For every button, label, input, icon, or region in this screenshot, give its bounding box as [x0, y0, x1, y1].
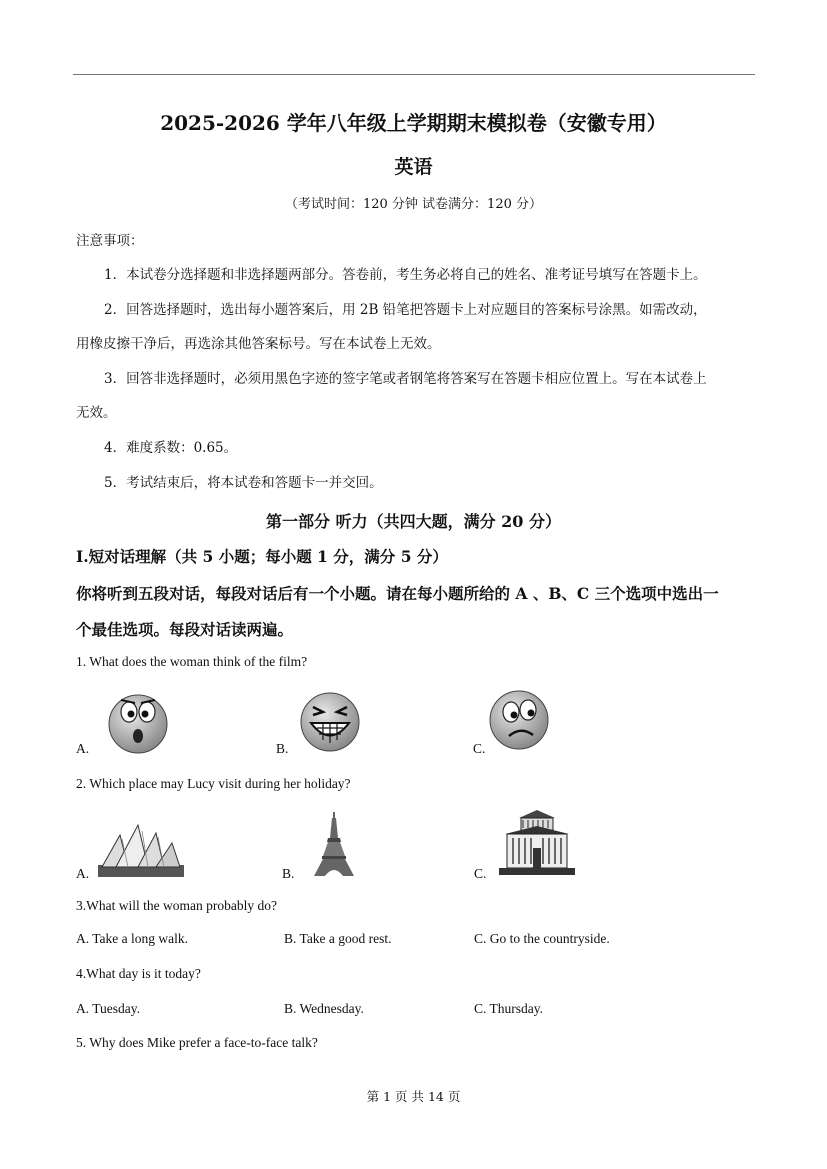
question-4-text: 4.What day is it today?: [76, 966, 201, 981]
question-3-text: 3.What will the woman probably do?: [76, 898, 277, 913]
q2-option-c-label: C.: [474, 866, 487, 881]
question-2-text: 2. Which place may Lucy visit during her holiday?: [76, 776, 351, 791]
q3-option-a: A. Take a long walk.: [76, 931, 189, 946]
q3-option-c: C. Go to the countryside.: [474, 931, 610, 946]
question-1-text: 1. What does the woman think of the film?: [76, 654, 308, 669]
q1-option-c-label: C.: [473, 741, 486, 756]
sad-face-icon: [487, 688, 551, 752]
exam-title: 2025-2026 学年八年级上学期期末模拟卷（安徽专用）: [160, 111, 667, 135]
note-item-3-line-2: 无效。: [76, 405, 117, 421]
note-item-3-line-1: 3．回答非选择题时，必须用黑色字迹的签字笔或者钢笔将答案写在答题卡相应位置上。写在本试卷上: [104, 371, 707, 387]
q3-option-b: B. Take a good rest.: [284, 931, 392, 946]
note-item-4: 4．难度系数：0.65。: [104, 440, 238, 456]
instruction-line-2: 个最佳选项。每段对话读两遍。: [76, 620, 294, 639]
q1-option-b-label: B.: [276, 741, 289, 756]
header-rule: [73, 74, 755, 75]
note-item-2-line-1: 2．回答选择题时，选出每小题答案后，用 2B 铅笔把答题卡上对应题目的答案标号涂黑。如需改动，: [104, 302, 707, 318]
surprised-face-icon: [104, 690, 172, 756]
note-item-1: 1．本试卷分选择题和非选择题两部分。答卷前，考生务必将自己的姓名、准考证号填写在答题卡上。: [104, 267, 707, 283]
laughing-face-icon: [297, 690, 363, 754]
temple-building-icon: [497, 808, 577, 876]
exam-info: （考试时间：120 分钟 试卷满分：120 分）: [284, 197, 543, 212]
eiffel-tower-icon: [313, 812, 355, 878]
q2-option-b-label: B.: [282, 866, 295, 881]
q2-option-a-label: A.: [76, 866, 90, 881]
q4-option-a: A. Tuesday.: [76, 1001, 141, 1016]
page-footer: 第 1 页 共 14 页: [366, 1089, 461, 1104]
note-item-5: 5．考试结束后，将本试卷和答题卡一并交回。: [104, 475, 383, 491]
q1-option-a-label: A.: [76, 741, 90, 756]
sydney-opera-house-icon: [98, 821, 184, 877]
part-1-title: I.短对话理解（共 5 小题；每小题 1 分，满分 5 分）: [76, 547, 448, 566]
subject-title: 英语: [394, 156, 433, 178]
notes-heading: 注意事项：: [76, 233, 144, 249]
note-item-2-line-2: 用橡皮擦干净后，再选涂其他答案标号。写在本试卷上无效。: [76, 336, 441, 352]
question-5-text: 5. Why does Mike prefer a face-to-face talk?: [76, 1035, 318, 1050]
section-heading: 第一部分 听力（共四大题，满分 20 分）: [266, 512, 561, 531]
instruction-line-1: 你将听到五段对话，每段对话后有一个小题。请在每小题所给的 A 、B、C 三个选项中选出一: [76, 584, 719, 603]
q4-option-c: C. Thursday.: [474, 1001, 543, 1016]
q4-option-b: B. Wednesday.: [284, 1001, 364, 1016]
